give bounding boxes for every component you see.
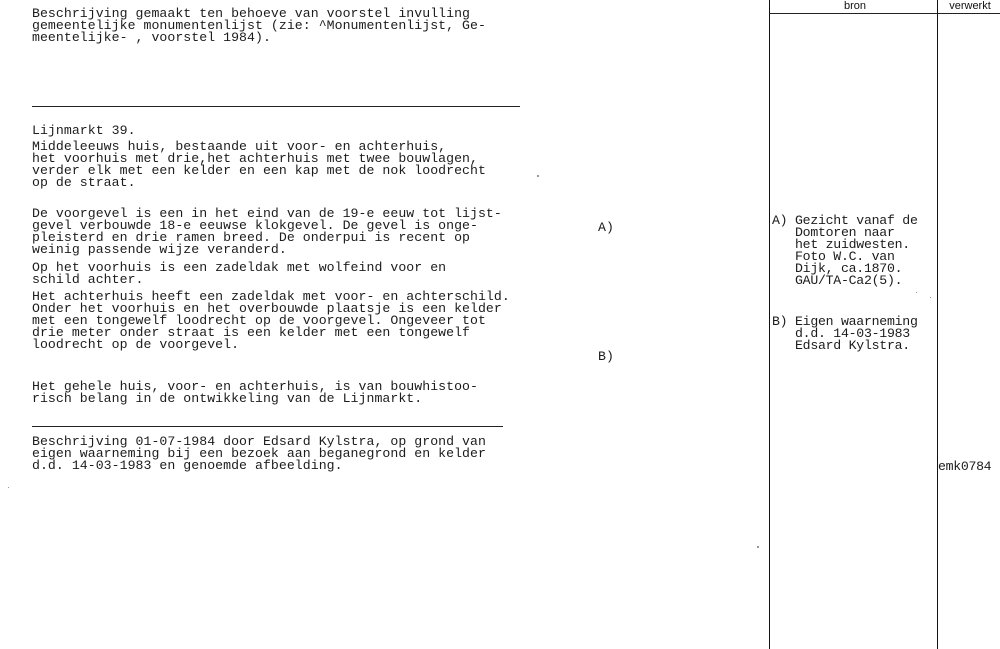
verwerkt-code: emk0784 xyxy=(938,459,992,474)
scan-speck xyxy=(757,546,759,548)
description-line: loodrecht op de voorgevel. xyxy=(32,337,240,352)
intro-line-3: meentelijke- , voorstel 1984). xyxy=(32,30,271,45)
column-header-bron: bron xyxy=(843,0,867,12)
column-divider-right xyxy=(937,0,938,649)
column-header-verwerkt: verwerkt xyxy=(949,0,991,12)
description-line: verder elk met een kelder en een kap met de nok loodrecht xyxy=(32,163,486,178)
description-line: weinig passende wijze veranderd. xyxy=(32,242,287,257)
description-line: schild achter. xyxy=(32,272,144,287)
description-line: Middeleeuws huis, bestaande uit voor- en achterhuis, xyxy=(32,139,447,154)
description-line: Het gehele huis, voor- en achterhuis, is van bouwhistoo- xyxy=(32,379,478,394)
source-a-line: het zuidwesten. xyxy=(772,237,910,252)
scan-speck xyxy=(8,487,9,488)
source-b-line: d.d. 14-03-1983 xyxy=(772,326,910,341)
description-line: het voorhuis met drie,het achterhuis met twee bouwlagen, xyxy=(32,151,478,166)
source-a-line: Dijk, ca.1870. xyxy=(772,261,903,276)
description-line: risch belang in de ontwikkeling van de Lijnmarkt. xyxy=(32,391,423,406)
closing-line: d.d. 14-03-1983 en genoemde afbeelding. xyxy=(32,458,343,473)
scan-speck xyxy=(930,297,931,298)
description-line: Het achterhuis heeft een zadeldak met voor- en achterschild. xyxy=(32,289,510,304)
description-line: Op het voorhuis is een zadeldak met wolfeind voor en xyxy=(32,260,447,275)
header-underline xyxy=(769,13,1000,14)
source-a-line: Foto W.C. van xyxy=(772,249,895,264)
description-line: op de straat. xyxy=(32,175,136,190)
scan-speck xyxy=(916,292,917,293)
source-b-line: Edsard Kylstra. xyxy=(772,338,910,353)
description-line: gevel verbouwde 18-e eeuwse klokgevel. De gevel is onge- xyxy=(32,218,478,233)
description-line: met een tongewelf loodrecht op de voorgevel. Ongeveer tot xyxy=(32,313,486,328)
intro-line-2: gemeentelijke monumentenlijst (zie: ^Monumentenlijst, Ge- xyxy=(32,18,486,33)
separator-rule-top xyxy=(32,106,520,107)
source-a-line: Domtoren naar xyxy=(772,225,895,240)
source-a-line: A) Gezicht vanaf de xyxy=(772,213,918,228)
source-a-line: GAU/TA-Ca2(5). xyxy=(772,273,903,288)
reference-marker-a: A) xyxy=(598,220,614,235)
intro-line-1: Beschrijving gemaakt ten behoeve van voorstel invulling xyxy=(32,6,471,21)
description-line: Onder het voorhuis en het overbouwde plaatsje is een kelder xyxy=(32,301,502,316)
closing-line: eigen waarneming bij een bezoek aan beganegrond en kelder xyxy=(32,446,486,461)
separator-rule-bottom xyxy=(32,426,503,427)
description-line: drie meter onder straat is een kelder met een tongewelf xyxy=(32,325,471,340)
address-title: Lijnmarkt 39. xyxy=(32,123,136,138)
description-line: De voorgevel is een in het eind van de 19-e eeuw tot lijst- xyxy=(32,206,502,221)
scan-speck xyxy=(537,175,539,177)
closing-line: Beschrijving 01-07-1984 door Edsard Kylstra, op grond van xyxy=(32,434,486,449)
source-b-line: B) Eigen waarneming xyxy=(772,314,918,329)
reference-marker-b: B) xyxy=(598,349,614,364)
description-line: pleisterd en drie ramen breed. De onderpui is recent op xyxy=(32,230,471,245)
column-divider-left xyxy=(769,0,770,649)
